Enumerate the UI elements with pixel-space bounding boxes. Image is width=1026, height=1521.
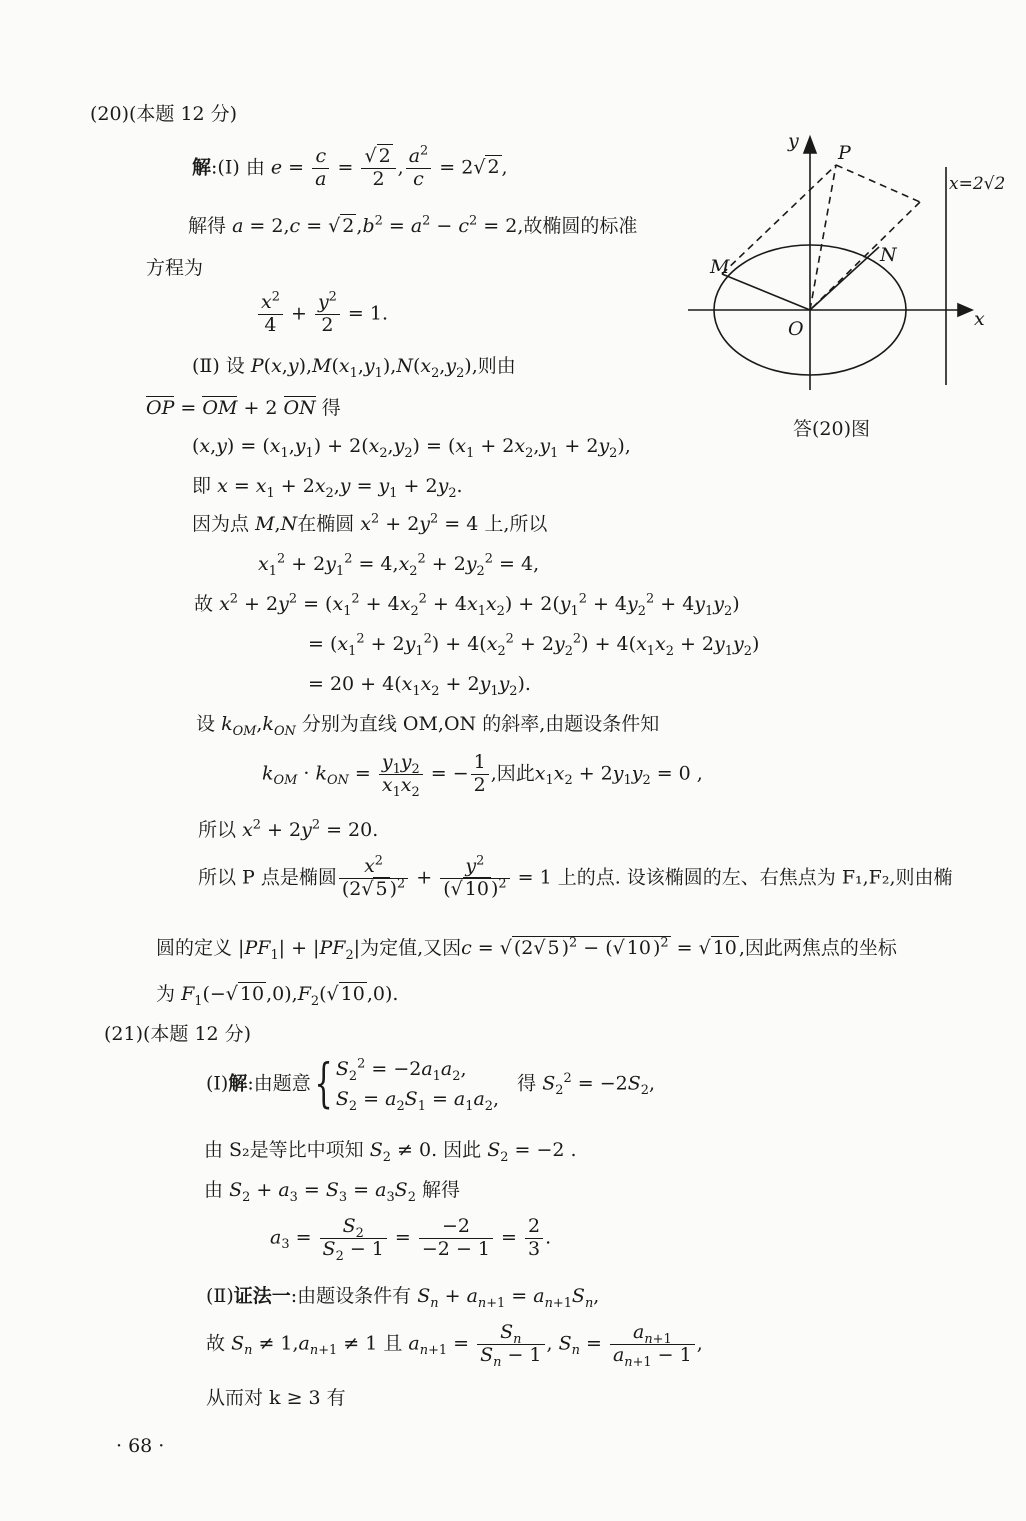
p20-points-eq: $x_1^2 + 2y_1^2 = 4,x_2^2 + 2y_2^2 = 4$,: [258, 551, 540, 579]
label-line: x=2√2: [949, 174, 1006, 194]
p20-coords-eq: $(x,y) = (x_1,y_1) + 2(x_2,y_2) = (x_1 + 2x_2,y_1 + 2y_2)$,: [192, 435, 631, 461]
p21-part1-line2: 由 S₂是等比中项知 $S_2 \ne 0$. 因此 $S_2 = -2$ .: [204, 1139, 577, 1165]
frac-sqrt2-2: $\frac{√ 2}{2}$: [361, 146, 395, 191]
p20-slope-line: 设 $k_{OM},k_{ON}$ 分别为直线 OM,ON 的斜率,由题设条件知: [196, 713, 660, 739]
p21-part2-line2: 故 $S_n \ne 1,a_{n+1} \ne 1$ 且 $a_{n+1}$ = $\frac{S_n}{S_n - 1}$ , $S_n$ = $\frac{a_{n+1}}{a_{n+1} - 1}$ ,: [206, 1321, 703, 1370]
p20-part2-line1: (Ⅱ) 设 $P(x,y),M(x_1,y_1),N(x_2,y_2)$,则由: [192, 355, 516, 381]
p20-ellipse-equation: $\frac{x^2}{4}$ + $\frac{y^2}{2}$ = 1.: [256, 292, 388, 337]
problem-20-header: (20)(本题 12 分): [90, 103, 238, 125]
p20-part1-line2: 解得 a = 2,c = √ 2 $,b^2 = a^2 - c^2 = 2$,故椭圆的标准: [188, 213, 638, 237]
p20-result-line: 所以 $x^2 + 2y^2 = 20$.: [198, 817, 379, 841]
sol-label: 解: [192, 156, 212, 179]
p20-expand-line1: 故 $x^2 + 2y^2 = (x_1^2 + 4x_2^2 + 4x_1x_2) + 2(y_1^2 + 4y_2^2 + 4y_1y_2)$: [194, 591, 740, 619]
page-number: · 68 ·: [116, 1435, 165, 1457]
p21-part1-line3: 由 $S_2 + a_3 = S_3 = a_3S_2$ 解得: [204, 1179, 460, 1205]
p20-part1-line1: 解:(Ⅰ) 由 e = $\frac{c}{a}$ = $\frac{√ 2}{2}$ , $\frac{a^2}{c}$ = 2√ 2 ,: [192, 143, 508, 190]
p20-slope-product: $k_{OM} \cdot k_{ON}$ = $\frac{y_1y_2}{x_1x_2}$ = − $\frac{1}{2}$ ,因此$x_1x_2 + 2y_1y_2 = 0$ ,: [262, 751, 703, 800]
label-y: y: [788, 130, 799, 152]
label-M: M: [710, 256, 730, 278]
label-x: x: [974, 308, 985, 330]
label-P: P: [838, 142, 851, 164]
problem-21-header: (21)(本题 12 分): [104, 1023, 252, 1045]
x-axis-arrow: [958, 304, 972, 316]
label-N: N: [880, 244, 897, 266]
p20-part1-line3: 方程为: [146, 257, 204, 279]
p20-def-line: 圆的定义 $|PF_1| + |PF_2|$为定值,又因c = √ (2√ 5 )$^2$ − (√ 10 )$^2$ = √ 10 ,因此两焦点的坐标: [156, 935, 897, 963]
p20-p-ellipse-line: 所以 P 点是椭圆 $\frac{x^2}{(2√ 5 )^2}$ + $\frac{y^2}{(√ 10 )^2}$ = 1 上的点. 设该椭圆的左、右焦点为 F₁,F₂,则由椭: [198, 853, 953, 900]
segment-PQ: [836, 165, 920, 202]
figure-20-diagram: [684, 125, 1024, 395]
frac-c-a: $\frac{c}{a}$: [312, 146, 329, 191]
p20-foci-line: 为 $F_1(-√$ 10 $,0),F_2(√$ 10 ,0).: [156, 983, 399, 1009]
p21-part1-system: (Ⅰ)解:由题意{ $S_2^2 = -2a_1a_2$, $S_2 = a_2S_1 = a_1a_2$, 得 $S_2^2 = -2S_2$,: [206, 1054, 656, 1115]
p21-part2-line3: 从而对 k ≥ 3 有: [206, 1387, 346, 1409]
p20-expand-line2: = $(x_1^2 + 2y_1^2) + 4(x_2^2 + 2y_2^2) + 4(x_1x_2 + 2y_1y_2)$: [308, 631, 760, 659]
segment-OM: [722, 274, 810, 310]
frac-a2-c: $\frac{a^2}{c}$: [406, 146, 432, 191]
p20-expand-line3: = $20 + 4(x_1x_2 + 2y_1y_2)$.: [308, 673, 531, 699]
p20-ji-line: 即 $x = x_1 + 2x_2,y = y_1 + 2y_2$.: [192, 475, 463, 501]
y-axis-arrow: [804, 137, 816, 153]
p20-vector-eq: OP = OM + 2 ON 得: [146, 397, 341, 419]
figure-caption: 答(20)图: [793, 418, 871, 440]
label-O: O: [788, 318, 804, 340]
p21-a3-eq: $a_3$ = $\frac{S_2}{S_2 - 1}$ = $\frac{-2}{-2 - 1}$ = $\frac{2}{3}$ .: [270, 1215, 552, 1264]
p21-part2-line1: (Ⅱ)证法一:由题设条件有 $S_n + a_{n+1} = a_{n+1}S_n$,: [206, 1285, 600, 1311]
p20-onellipse-line: 因为点 M,N在椭圆 $x^2 + 2y^2 = 4$ 上,所以: [192, 511, 548, 535]
